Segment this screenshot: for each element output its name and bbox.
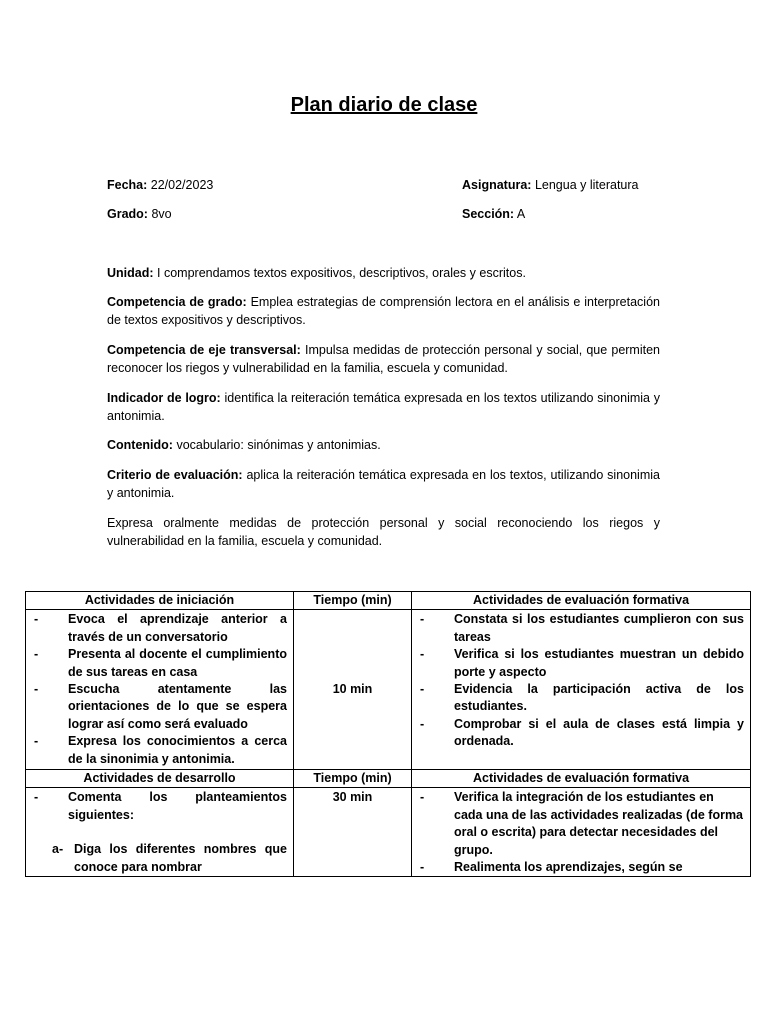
- desarrollo-sub-item: [32, 841, 287, 875]
- iniciacion-row: [26, 610, 751, 770]
- list-item: - Verifica la integración de los estudiantes en cada una de las actividades realizadas (de forma oral o escrita) para detectar necesidades del grupo.: [418, 789, 744, 859]
- unidad-label: Unidad:: [107, 266, 154, 280]
- list-item: - Comenta los planteamientos siguientes:: [32, 789, 287, 824]
- seccion-field: [462, 207, 667, 221]
- iniciacion-header-row: [26, 592, 751, 610]
- grado-label: Grado:: [107, 207, 148, 221]
- sub-item-text: Diga los diferentes nombres que conoce para nombrar: [74, 842, 287, 874]
- desarrollo-eval-list: [418, 789, 744, 875]
- expresa-paragraph: Expresa oralmente medidas de protección personal y social reconociendo los riegos y vulnerabilidad en la familia, escuela y comunidad.: [107, 516, 660, 548]
- desarrollo-list: [32, 789, 287, 824]
- desarrollo-header-row: [26, 770, 751, 788]
- list-item: - Evidencia la participación activa de los estudiantes.: [418, 681, 744, 716]
- fecha-field: [107, 178, 462, 192]
- meta-row-1: [107, 178, 667, 207]
- asignatura-field: [462, 178, 667, 192]
- list-item: - Comprobar si el aula de clases está limpia y ordenada.: [418, 716, 744, 751]
- unidad-text: I comprendamos textos expositivos, descriptivos, orales y escritos.: [157, 266, 526, 280]
- iniciacion-time: 10 min: [294, 610, 412, 770]
- sub-item-label: a-: [52, 842, 64, 857]
- desarrollo-eval-cell: [412, 788, 751, 877]
- iniciacion-eval-header: Actividades de evaluación formativa: [412, 592, 751, 610]
- page-title: Plan diario de clase: [290, 94, 478, 116]
- list-item: - Constata si los estudiantes cumplieron con sus tareas: [418, 611, 744, 646]
- desarrollo-time: 30 min: [294, 788, 412, 877]
- iniciacion-time-header: Tiempo (min): [294, 592, 412, 610]
- criterio-paragraph: [107, 467, 660, 502]
- indicador-label: Indicador de logro:: [107, 391, 221, 405]
- indicador-text: identifica la reiteración temática expresada en los textos utilizando sinonimia y antonimia.: [107, 391, 660, 423]
- criterio-label: Criterio de evaluación:: [107, 468, 243, 482]
- iniciacion-eval-list: [418, 611, 744, 750]
- competencia-grado-text: Emplea estrategias de comprensión lectora en el análisis e interpretación de textos expositivos y descriptivos.: [107, 295, 660, 327]
- indicador-paragraph: [107, 390, 660, 425]
- iniciacion-eval-cell: [412, 610, 751, 770]
- asignatura-label: Asignatura:: [462, 178, 532, 192]
- competencia-eje-text: Impulsa medidas de protección personal y social, que permiten reconocer los riegos y vulnerabilidad en la familia, escuela y comunidad.: [107, 343, 661, 375]
- list-item: - Presenta al docente el cumplimiento de sus tareas en casa: [32, 646, 287, 681]
- contenido-paragraph: [107, 437, 660, 455]
- seccion-value: A: [516, 207, 526, 221]
- competencia-grado-paragraph: [107, 294, 660, 329]
- desarrollo-activities-clip: [32, 789, 287, 875]
- iniciacion-header: Actividades de iniciación: [26, 592, 294, 610]
- desarrollo-header: Actividades de desarrollo: [26, 770, 294, 788]
- header-info: [107, 178, 667, 236]
- grado-value: 8vo: [151, 207, 172, 221]
- seccion-label: Sección:: [462, 207, 515, 221]
- fecha-label: Fecha:: [107, 178, 148, 192]
- contenido-label: Contenido:: [107, 438, 173, 452]
- competencia-grado-label: Competencia de grado:: [107, 295, 247, 309]
- desarrollo-time-header: Tiempo (min): [294, 770, 412, 788]
- list-item: - Escucha atentamente las orientaciones de lo que se espera lograr así como será evaluado: [32, 681, 287, 733]
- list-item: - Verifica si los estudiantes muestran un debido porte y aspecto: [418, 646, 744, 681]
- asignatura-value: Lengua y literatura: [534, 178, 639, 192]
- desarrollo-eval-header: Actividades de evaluación formativa: [412, 770, 751, 788]
- desarrollo-row: [26, 788, 751, 877]
- list-item: - Expresa los conocimientos a cerca de la sinonimia y antonimia.: [32, 733, 287, 768]
- desarrollo-eval-clip: [418, 789, 744, 875]
- list-item: - Evoca el aprendizaje anterior a través de un conversatorio: [32, 611, 287, 646]
- meta-row-2: [107, 207, 667, 236]
- iniciacion-list: [32, 611, 287, 768]
- desarrollo-activities-cell: [26, 788, 294, 877]
- competencia-eje-paragraph: [107, 342, 660, 377]
- criterio-text: aplica la reiteración temática expresada en los textos, utilizando sinonimia y antonimia.: [107, 468, 660, 500]
- plan-table: [25, 591, 751, 877]
- list-item: - Realimenta los aprendizajes, según se: [418, 859, 744, 875]
- fecha-value: 22/02/2023: [150, 178, 214, 192]
- contenido-text: vocabulario: sinónimas y antonimias.: [176, 438, 381, 452]
- grado-field: [107, 207, 462, 221]
- competencia-eje-label: Competencia de eje transversal:: [107, 343, 301, 357]
- iniciacion-activities-cell: [26, 610, 294, 770]
- unidad-paragraph: [107, 265, 660, 283]
